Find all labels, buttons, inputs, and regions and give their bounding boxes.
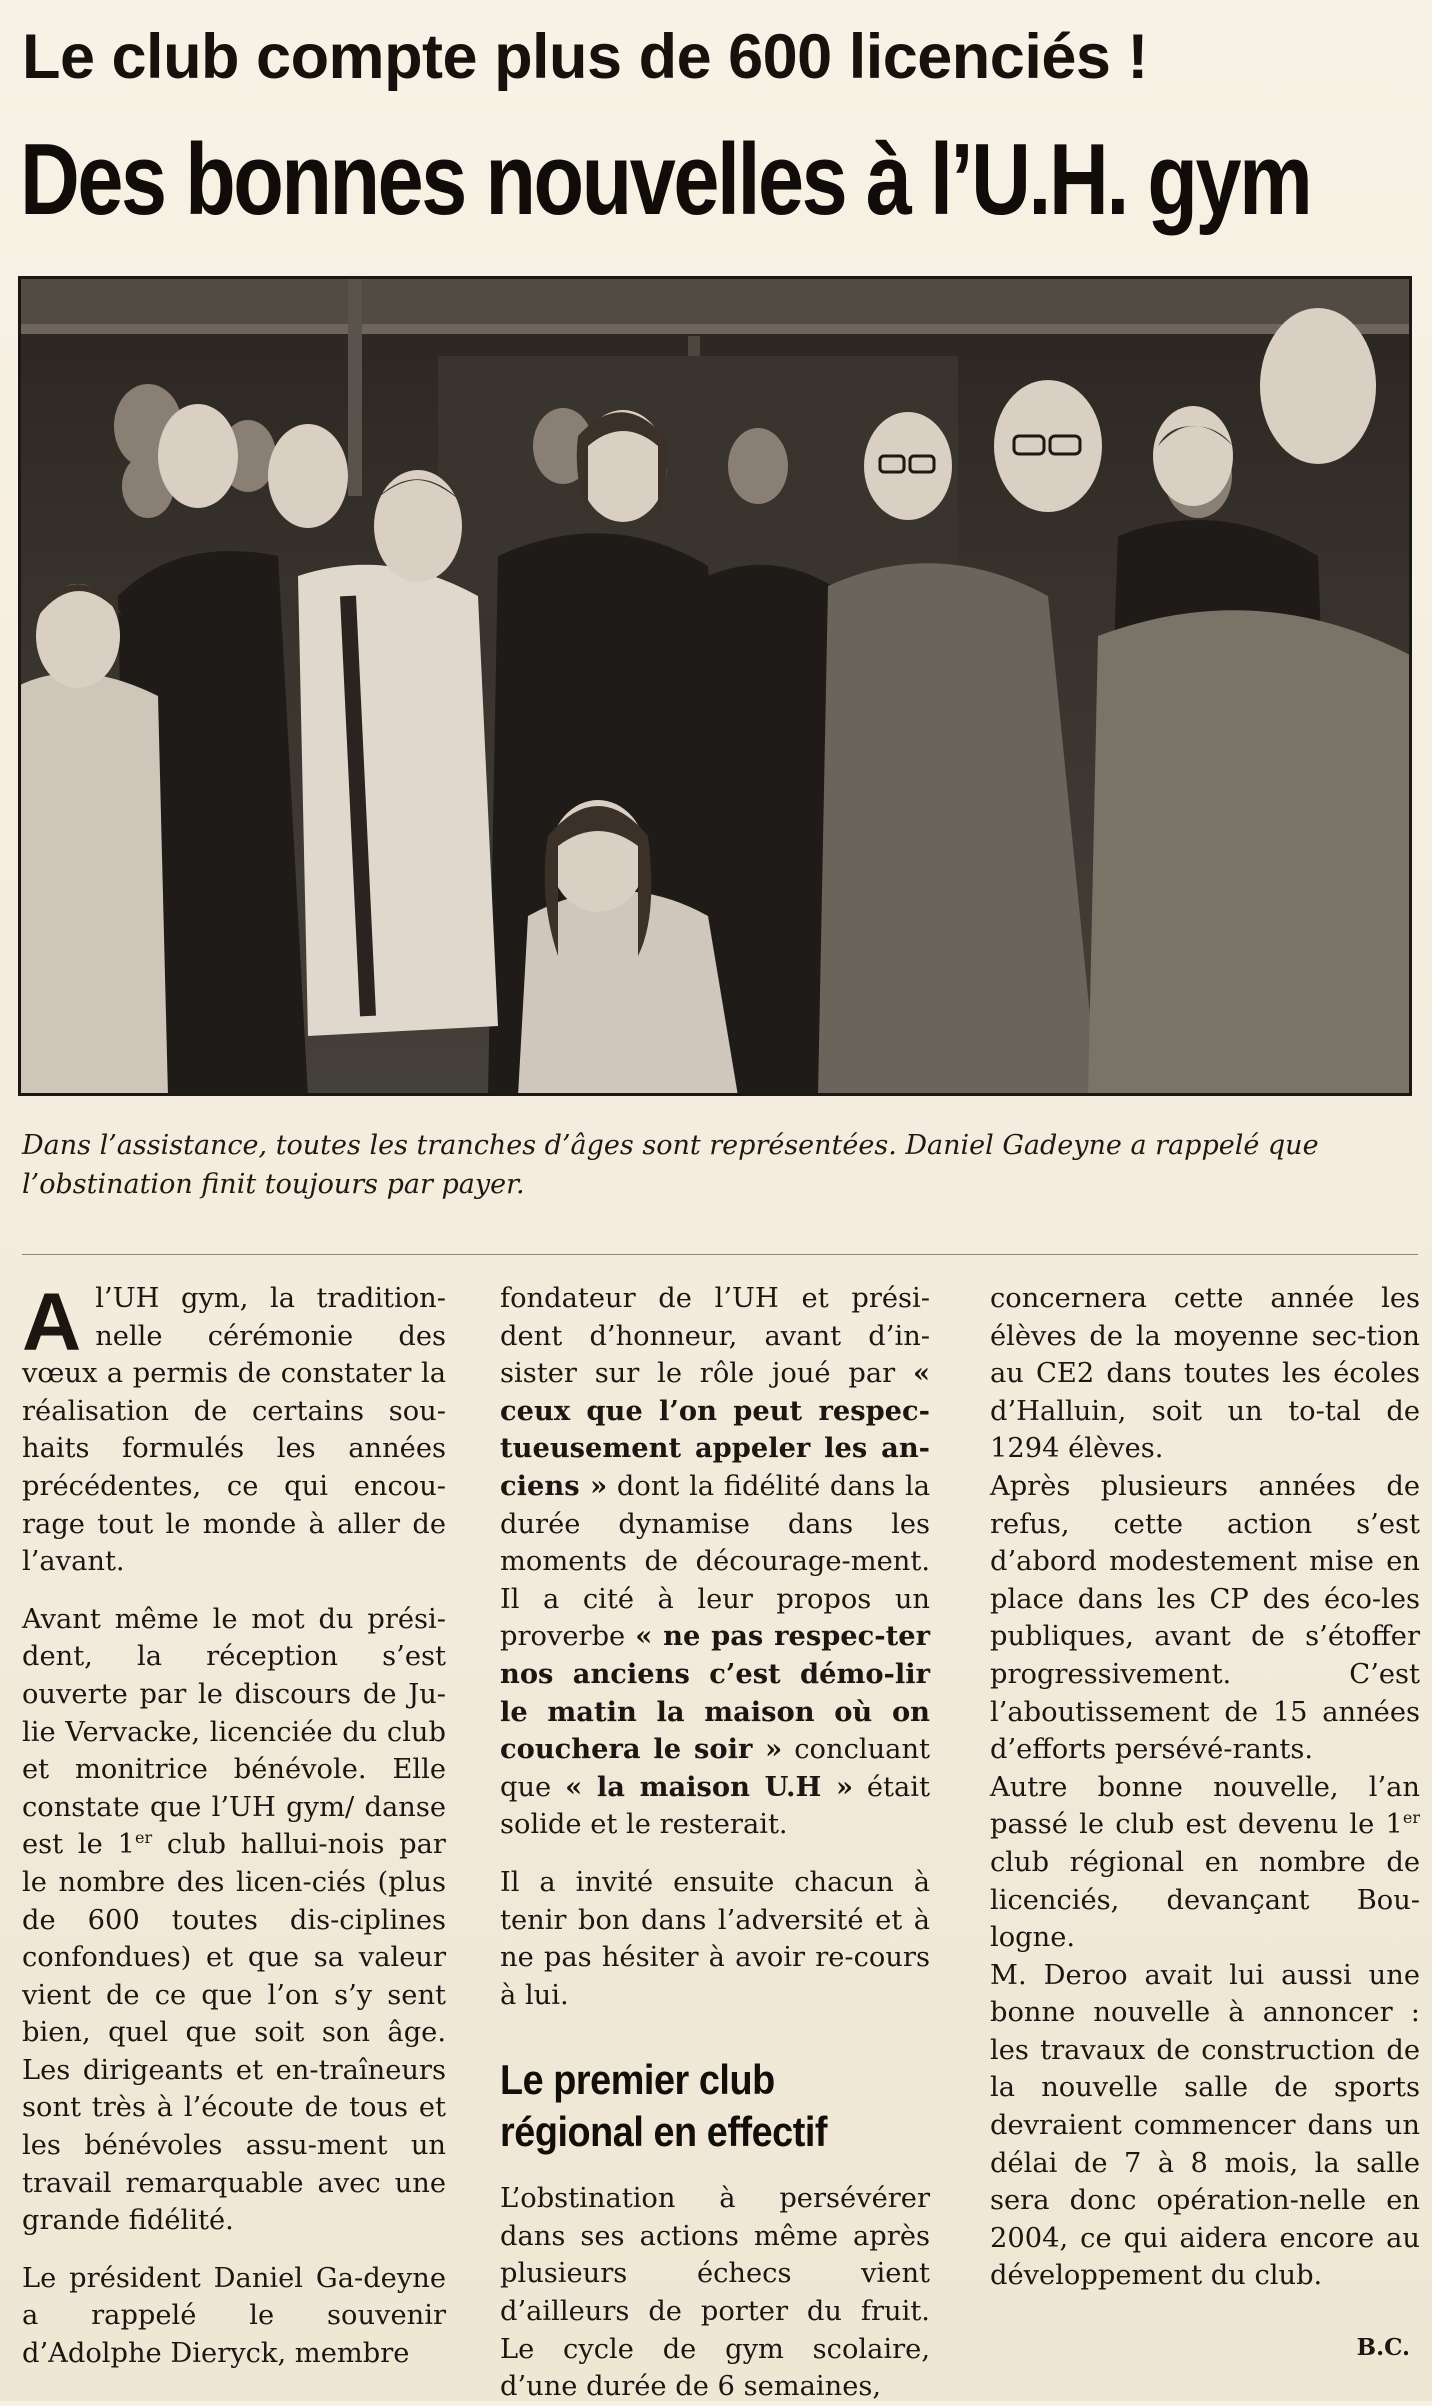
quote: « ne pas respec-ter nos anciens c’est démo-lir le matin la maison où on couchera le soir » bbox=[500, 1620, 930, 1766]
article-column-3 bbox=[990, 1280, 1420, 2295]
paragraph-text: l’UH gym, la tradition-nelle cérémonie des vœux a permis de constater la réalisation de certains sou-haits formulés les années précédentes, ce qui encou-rage tout le monde à aller de l’avant. bbox=[22, 1283, 446, 1578]
paragraph bbox=[990, 1468, 1420, 1769]
paragraph-text: dont la fidélité dans la durée dynamise dans les moments de décourage-ment. Il a cité à leur propos un proverbe bbox=[500, 1470, 930, 1653]
headline: Des bonnes nouvelles à l’U.H. gym bbox=[20, 124, 1311, 236]
photo-caption: Dans l’assistance, toutes les tranches d’âges sont représentées. Daniel Gadeyne a rappelé que l’obstination finit toujours par payer. bbox=[22, 1130, 1319, 1200]
paragraph-text: Avant même le mot du prési-dent, la réception s’est ouverte par le discours de Ju-lie Vervacke, licenciée du club et monitrice bénévole. Elle constate que l’UH gym/ danse est le bbox=[22, 1603, 446, 1861]
subheading-line: régional en effectif bbox=[500, 2108, 828, 2156]
crowd-illustration bbox=[18, 276, 1412, 1096]
paragraph-text: club régional en nombre de licenciés, devançant Bou-logne. bbox=[990, 1846, 1420, 1954]
paragraph bbox=[990, 1280, 1420, 1468]
paragraph-text: L’obstination à persévérer dans ses actions même après plusieurs échecs vient d’ailleurs de porter du fruit. Le cycle de gym scolaire, d’une durée de 6 semaines, bbox=[500, 2183, 930, 2403]
crowd-photo bbox=[18, 276, 1412, 1096]
ordinal: 1 bbox=[117, 1829, 135, 1861]
paragraph-text: Il a invité ensuite chacun à tenir bon dans l’adversité et à ne pas hésiter à avoir re-cours à lui. bbox=[500, 1866, 930, 2011]
paragraph bbox=[22, 1601, 446, 2240]
paragraph-text: était solide et le resterait. bbox=[500, 1771, 930, 1841]
subheading-line: Le premier club bbox=[500, 2056, 775, 2104]
ceiling-beam bbox=[18, 276, 1412, 324]
paragraph-text: M. Deroo avait lui aussi une bonne nouvelle à annoncer : les travaux de construction de la nouvelle salle de sports devraient commencer dans un délai de 7 à 8 mois, la salle sera donc opération-nelle en 2004, ce qui aidera encore au développement du club. bbox=[990, 1959, 1420, 2292]
paragraph-text: Après plusieurs années de refus, cette action s’est d’abord modestement mise en place dans les CP des éco-les publiques, avant de s’étoffer progressivement. C’est l’aboutissement de 15 années d’efforts persévé-rants. bbox=[990, 1470, 1420, 1766]
teen-tracksuit bbox=[298, 565, 498, 1036]
dropcap: A bbox=[22, 1277, 82, 1368]
man-right-coat bbox=[1088, 610, 1412, 1096]
paragraph bbox=[990, 1769, 1420, 1957]
divider bbox=[22, 1254, 1418, 1255]
paragraph bbox=[500, 1864, 930, 2014]
child-left-jacket bbox=[18, 673, 168, 1096]
ordinal-suffix: er bbox=[134, 1828, 153, 1848]
paragraph-text: club hallui-nois par le nombre des licen-ciés (plus de 600 toutes dis-ciplines confondues) et que sa valeur vient de ce que l’on s’y sent bien, quel que soit son âge. Les dirigeants et en-traîneurs sont très à l’écoute de tous et les bénévoles assu-ment un travail remarquable avec une grande fidélité. bbox=[22, 1829, 446, 2237]
paragraph bbox=[22, 1277, 446, 1581]
paragraph-text: Le président Daniel Ga-deyne a rappelé le souvenir d’Adolphe Dieryck, membre bbox=[22, 2262, 446, 2370]
article-column-1 bbox=[22, 1277, 446, 2373]
pillar bbox=[348, 276, 362, 496]
paragraph-text: fondateur de l’UH et prési-dent d’honneur, avant d’in-sister sur le rôle joué par bbox=[500, 1283, 930, 1390]
ceiling-beam bbox=[18, 324, 1412, 334]
quote: « la maison U.H » bbox=[565, 1770, 853, 1803]
paragraph bbox=[990, 1957, 1420, 2295]
paragraph bbox=[22, 2260, 446, 2373]
ordinal: 1 bbox=[1385, 1809, 1403, 1841]
paragraph-text: Autre bonne nouvelle, l’an passé le club est devenu le bbox=[990, 1771, 1420, 1841]
subheading bbox=[500, 2054, 887, 2158]
man-coat bbox=[818, 563, 1098, 1096]
quote: « ceux que l’on peut respec-tueusement appeler les an-ciens » bbox=[500, 1357, 930, 1502]
author-signature: B.C. bbox=[1356, 2334, 1410, 2361]
kicker: Le club compte plus de 600 licenciés ! bbox=[22, 22, 1148, 92]
paragraph bbox=[500, 2180, 930, 2406]
ordinal-suffix: er bbox=[1402, 1808, 1421, 1828]
paragraph-text: concernera cette année les élèves de la moyenne sec-tion au CE2 dans toutes les écoles d’Halluin, soit un to-tal de 1294 élèves. bbox=[990, 1283, 1420, 1465]
paragraph bbox=[500, 1280, 930, 1844]
article-column-2 bbox=[500, 1280, 930, 2406]
paragraph-text: concluant que bbox=[500, 1734, 930, 1803]
